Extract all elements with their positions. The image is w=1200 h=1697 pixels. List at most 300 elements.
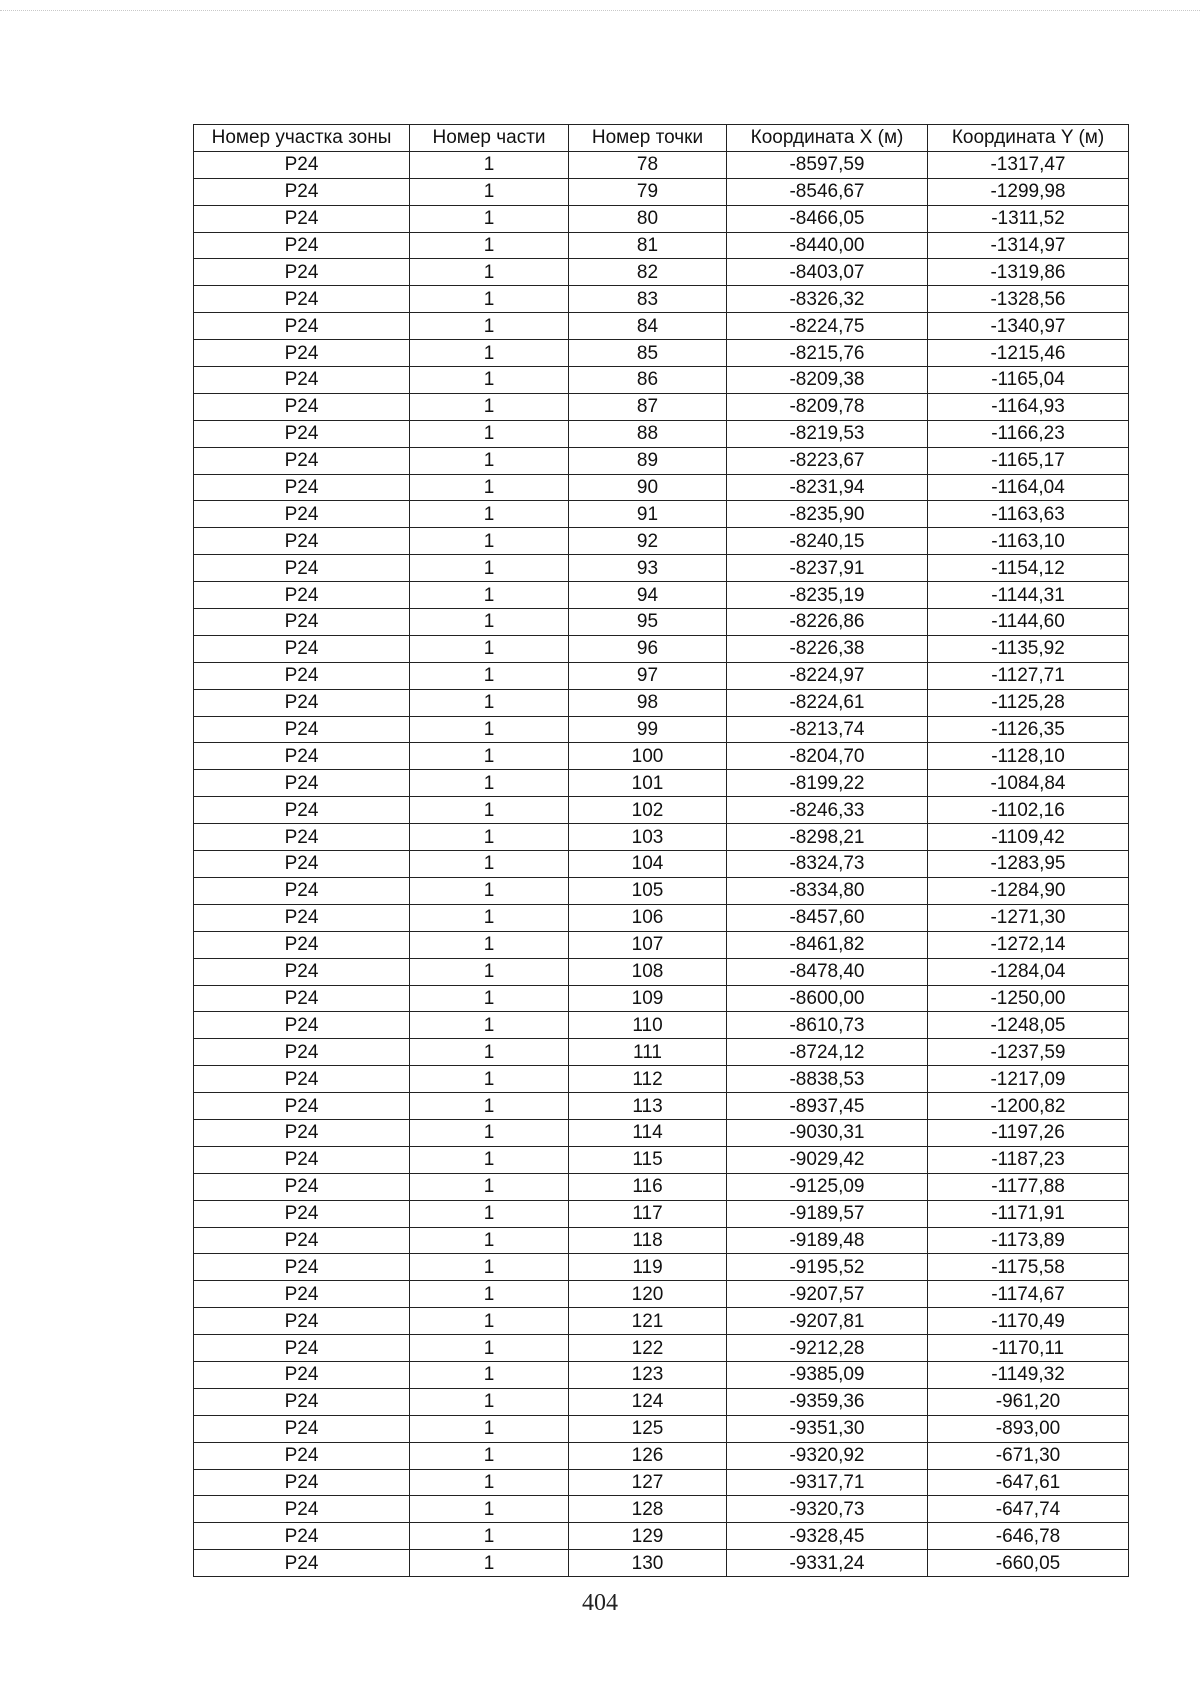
part-number-cell: 1 — [410, 205, 569, 232]
part-number-cell: 1 — [410, 1119, 569, 1146]
point-number-cell: 97 — [569, 662, 727, 689]
part-number-cell: 1 — [410, 635, 569, 662]
coordinate-x-cell: -9328,45 — [727, 1523, 928, 1550]
zone-plot-cell: P24 — [194, 367, 410, 394]
coordinate-y-cell: -1283,95 — [928, 851, 1129, 878]
zone-plot-cell: P24 — [194, 259, 410, 286]
table-row — [194, 824, 1129, 851]
zone-plot-cell: P24 — [194, 447, 410, 474]
coordinate-x-cell: -9320,73 — [727, 1496, 928, 1523]
coordinate-y-cell: -1126,35 — [928, 716, 1129, 743]
coordinate-y-cell: -1340,97 — [928, 313, 1129, 340]
zone-plot-cell: P24 — [194, 1039, 410, 1066]
zone-plot-cell: P24 — [194, 1012, 410, 1039]
table-row — [194, 743, 1129, 770]
coordinate-y-cell: -1154,12 — [928, 555, 1129, 582]
part-number-cell: 1 — [410, 1146, 569, 1173]
part-number-cell: 1 — [410, 1039, 569, 1066]
part-number-cell: 1 — [410, 393, 569, 420]
part-number-cell: 1 — [410, 1361, 569, 1388]
scan-top-edge — [0, 10, 1200, 11]
zone-plot-cell: P24 — [194, 851, 410, 878]
point-number-cell: 120 — [569, 1281, 727, 1308]
coordinate-y-cell: -1272,14 — [928, 931, 1129, 958]
table-row — [194, 367, 1129, 394]
point-number-cell: 112 — [569, 1066, 727, 1093]
point-number-cell: 103 — [569, 824, 727, 851]
table-row — [194, 528, 1129, 555]
zone-plot-cell: P24 — [194, 1119, 410, 1146]
zone-plot-cell: P24 — [194, 797, 410, 824]
coordinate-x-cell: -8224,75 — [727, 313, 928, 340]
zone-plot-cell: P24 — [194, 528, 410, 555]
coordinate-y-cell: -1217,09 — [928, 1066, 1129, 1093]
coordinate-y-cell: -1215,46 — [928, 340, 1129, 367]
coordinate-x-cell: -8209,78 — [727, 393, 928, 420]
coordinate-y-cell: -1197,26 — [928, 1119, 1129, 1146]
coordinate-x-cell: -8324,73 — [727, 851, 928, 878]
zone-plot-cell: P24 — [194, 205, 410, 232]
zone-plot-cell: P24 — [194, 1550, 410, 1577]
coordinate-x-cell: -8237,91 — [727, 555, 928, 582]
part-number-cell: 1 — [410, 528, 569, 555]
point-number-cell: 100 — [569, 743, 727, 770]
zone-plot-cell: P24 — [194, 555, 410, 582]
coordinate-x-cell: -9351,30 — [727, 1415, 928, 1442]
part-number-cell: 1 — [410, 151, 569, 178]
point-number-cell: 106 — [569, 904, 727, 931]
coordinate-x-cell: -8838,53 — [727, 1066, 928, 1093]
coordinate-x-cell: -9125,09 — [727, 1173, 928, 1200]
header-zone-plot-number: Номер участка зоны — [194, 125, 410, 152]
zone-plot-cell: P24 — [194, 1146, 410, 1173]
coordinate-x-cell: -8461,82 — [727, 931, 928, 958]
table-row — [194, 797, 1129, 824]
zone-plot-cell: P24 — [194, 1469, 410, 1496]
zone-plot-cell: P24 — [194, 958, 410, 985]
point-number-cell: 102 — [569, 797, 727, 824]
part-number-cell: 1 — [410, 447, 569, 474]
point-number-cell: 116 — [569, 1173, 727, 1200]
header-coordinate-y: Координата Y (м) — [928, 125, 1129, 152]
coordinate-x-cell: -8240,15 — [727, 528, 928, 555]
zone-plot-cell: P24 — [194, 1442, 410, 1469]
coordinate-x-cell: -8226,38 — [727, 635, 928, 662]
zone-plot-cell: P24 — [194, 501, 410, 528]
part-number-cell: 1 — [410, 1496, 569, 1523]
point-number-cell: 91 — [569, 501, 727, 528]
coordinate-y-cell: -1128,10 — [928, 743, 1129, 770]
coordinate-y-cell: -647,74 — [928, 1496, 1129, 1523]
table-row — [194, 689, 1129, 716]
point-number-cell: 79 — [569, 178, 727, 205]
point-number-cell: 101 — [569, 770, 727, 797]
coordinate-y-cell: -1284,04 — [928, 958, 1129, 985]
table-row — [194, 1039, 1129, 1066]
zone-plot-cell: P24 — [194, 985, 410, 1012]
zone-plot-cell: P24 — [194, 151, 410, 178]
coordinate-y-cell: -1149,32 — [928, 1361, 1129, 1388]
coordinate-x-cell: -8326,32 — [727, 286, 928, 313]
point-number-cell: 124 — [569, 1388, 727, 1415]
coordinate-x-cell: -8235,90 — [727, 501, 928, 528]
table-row — [194, 716, 1129, 743]
coordinate-y-cell: -1171,91 — [928, 1200, 1129, 1227]
point-number-cell: 130 — [569, 1550, 727, 1577]
table-row — [194, 1173, 1129, 1200]
point-number-cell: 98 — [569, 689, 727, 716]
point-number-cell: 129 — [569, 1523, 727, 1550]
table-row — [194, 1415, 1129, 1442]
part-number-cell: 1 — [410, 1550, 569, 1577]
point-number-cell: 107 — [569, 931, 727, 958]
point-number-cell: 122 — [569, 1335, 727, 1362]
coordinate-y-cell: -1135,92 — [928, 635, 1129, 662]
coordinate-x-cell: -8204,70 — [727, 743, 928, 770]
part-number-cell: 1 — [410, 1335, 569, 1362]
zone-plot-cell: P24 — [194, 1227, 410, 1254]
part-number-cell: 1 — [410, 420, 569, 447]
point-number-cell: 105 — [569, 877, 727, 904]
table-row — [194, 474, 1129, 501]
table-row — [194, 904, 1129, 931]
header-coordinate-x: Координата X (м) — [727, 125, 928, 152]
coordinate-x-cell: -8224,97 — [727, 662, 928, 689]
zone-plot-cell: P24 — [194, 1496, 410, 1523]
table-row — [194, 582, 1129, 609]
point-number-cell: 110 — [569, 1012, 727, 1039]
point-number-cell: 93 — [569, 555, 727, 582]
coordinate-x-cell: -9331,24 — [727, 1550, 928, 1577]
zone-plot-cell: P24 — [194, 1335, 410, 1362]
coordinate-y-cell: -1165,17 — [928, 447, 1129, 474]
part-number-cell: 1 — [410, 716, 569, 743]
table-row — [194, 447, 1129, 474]
coordinate-y-cell: -1144,31 — [928, 582, 1129, 609]
coordinate-y-cell: -671,30 — [928, 1442, 1129, 1469]
zone-plot-cell: P24 — [194, 1200, 410, 1227]
point-number-cell: 83 — [569, 286, 727, 313]
header-point-number: Номер точки — [569, 125, 727, 152]
part-number-cell: 1 — [410, 259, 569, 286]
zone-plot-cell: P24 — [194, 1254, 410, 1281]
coordinate-y-cell: -1170,49 — [928, 1308, 1129, 1335]
part-number-cell: 1 — [410, 958, 569, 985]
table-row — [194, 501, 1129, 528]
coordinate-y-cell: -1144,60 — [928, 609, 1129, 636]
coordinate-x-cell: -8199,22 — [727, 770, 928, 797]
table-row — [194, 1119, 1129, 1146]
coordinate-y-cell: -1299,98 — [928, 178, 1129, 205]
zone-plot-cell: P24 — [194, 1093, 410, 1120]
zone-plot-cell: P24 — [194, 770, 410, 797]
part-number-cell: 1 — [410, 851, 569, 878]
coordinate-x-cell: -8724,12 — [727, 1039, 928, 1066]
point-number-cell: 94 — [569, 582, 727, 609]
table-row — [194, 340, 1129, 367]
point-number-cell: 88 — [569, 420, 727, 447]
table-row — [194, 1335, 1129, 1362]
part-number-cell: 1 — [410, 178, 569, 205]
table-row — [194, 851, 1129, 878]
part-number-cell: 1 — [410, 1442, 569, 1469]
table-row — [194, 178, 1129, 205]
coordinate-y-cell: -1271,30 — [928, 904, 1129, 931]
coordinate-x-cell: -8457,60 — [727, 904, 928, 931]
table-row — [194, 958, 1129, 985]
table-row — [194, 420, 1129, 447]
coordinate-x-cell: -9189,57 — [727, 1200, 928, 1227]
header-part-number: Номер части — [410, 125, 569, 152]
coordinate-x-cell: -8466,05 — [727, 205, 928, 232]
point-number-cell: 113 — [569, 1093, 727, 1120]
coordinate-y-cell: -961,20 — [928, 1388, 1129, 1415]
table-row — [194, 877, 1129, 904]
point-number-cell: 117 — [569, 1200, 727, 1227]
table-body — [194, 151, 1129, 1576]
coordinate-x-cell: -8403,07 — [727, 259, 928, 286]
zone-plot-cell: P24 — [194, 1415, 410, 1442]
part-number-cell: 1 — [410, 770, 569, 797]
zone-plot-cell: P24 — [194, 313, 410, 340]
zone-plot-cell: P24 — [194, 1361, 410, 1388]
coordinate-x-cell: -8298,21 — [727, 824, 928, 851]
table-row — [194, 1281, 1129, 1308]
table-row — [194, 393, 1129, 420]
coordinate-y-cell: -1166,23 — [928, 420, 1129, 447]
coordinate-y-cell: -1102,16 — [928, 797, 1129, 824]
coordinate-x-cell: -9195,52 — [727, 1254, 928, 1281]
table-row — [194, 1388, 1129, 1415]
zone-plot-cell: P24 — [194, 286, 410, 313]
table-row — [194, 151, 1129, 178]
table-row — [194, 555, 1129, 582]
zone-plot-cell: P24 — [194, 662, 410, 689]
coordinate-y-cell: -1237,59 — [928, 1039, 1129, 1066]
coordinate-x-cell: -9207,57 — [727, 1281, 928, 1308]
point-number-cell: 86 — [569, 367, 727, 394]
point-number-cell: 92 — [569, 528, 727, 555]
point-number-cell: 80 — [569, 205, 727, 232]
part-number-cell: 1 — [410, 474, 569, 501]
part-number-cell: 1 — [410, 1388, 569, 1415]
coordinate-y-cell: -1187,23 — [928, 1146, 1129, 1173]
table-row — [194, 1146, 1129, 1173]
table-row — [194, 609, 1129, 636]
zone-plot-cell: P24 — [194, 635, 410, 662]
zone-plot-cell: P24 — [194, 1308, 410, 1335]
point-number-cell: 84 — [569, 313, 727, 340]
point-number-cell: 114 — [569, 1119, 727, 1146]
part-number-cell: 1 — [410, 1308, 569, 1335]
part-number-cell: 1 — [410, 313, 569, 340]
coordinate-x-cell: -9029,42 — [727, 1146, 928, 1173]
coordinate-x-cell: -8478,40 — [727, 958, 928, 985]
part-number-cell: 1 — [410, 904, 569, 931]
part-number-cell: 1 — [410, 1469, 569, 1496]
table-row — [194, 1550, 1129, 1577]
table-row — [194, 1523, 1129, 1550]
zone-plot-cell: P24 — [194, 689, 410, 716]
zone-plot-cell: P24 — [194, 931, 410, 958]
point-number-cell: 119 — [569, 1254, 727, 1281]
table-row — [194, 313, 1129, 340]
part-number-cell: 1 — [410, 1200, 569, 1227]
part-number-cell: 1 — [410, 931, 569, 958]
coordinate-y-cell: -1164,93 — [928, 393, 1129, 420]
part-number-cell: 1 — [410, 1227, 569, 1254]
coordinate-x-cell: -8246,33 — [727, 797, 928, 824]
coordinate-y-cell: -1177,88 — [928, 1173, 1129, 1200]
coordinate-x-cell: -8223,67 — [727, 447, 928, 474]
coordinate-x-cell: -8610,73 — [727, 1012, 928, 1039]
table-row — [194, 286, 1129, 313]
zone-plot-cell: P24 — [194, 178, 410, 205]
point-number-cell: 87 — [569, 393, 727, 420]
zone-plot-cell: P24 — [194, 340, 410, 367]
part-number-cell: 1 — [410, 1173, 569, 1200]
zone-plot-cell: P24 — [194, 474, 410, 501]
coordinate-x-cell: -9385,09 — [727, 1361, 928, 1388]
part-number-cell: 1 — [410, 877, 569, 904]
point-number-cell: 95 — [569, 609, 727, 636]
table-row — [194, 1066, 1129, 1093]
part-number-cell: 1 — [410, 340, 569, 367]
coordinate-x-cell: -8597,59 — [727, 151, 928, 178]
page-number: 404 — [582, 1590, 618, 1616]
zone-plot-cell: P24 — [194, 582, 410, 609]
part-number-cell: 1 — [410, 1523, 569, 1550]
point-number-cell: 115 — [569, 1146, 727, 1173]
coordinate-x-cell: -9030,31 — [727, 1119, 928, 1146]
part-number-cell: 1 — [410, 824, 569, 851]
coordinate-x-cell: -9212,28 — [727, 1335, 928, 1362]
part-number-cell: 1 — [410, 1415, 569, 1442]
table-row — [194, 1012, 1129, 1039]
coordinate-x-cell: -8334,80 — [727, 877, 928, 904]
part-number-cell: 1 — [410, 689, 569, 716]
zone-plot-cell: P24 — [194, 743, 410, 770]
coordinate-x-cell: -8209,38 — [727, 367, 928, 394]
coordinate-y-cell: -1173,89 — [928, 1227, 1129, 1254]
table-row — [194, 1361, 1129, 1388]
point-number-cell: 123 — [569, 1361, 727, 1388]
coordinate-y-cell: -1165,04 — [928, 367, 1129, 394]
coordinate-y-cell: -1311,52 — [928, 205, 1129, 232]
coordinate-x-cell: -9189,48 — [727, 1227, 928, 1254]
point-number-cell: 111 — [569, 1039, 727, 1066]
coordinate-y-cell: -1127,71 — [928, 662, 1129, 689]
point-number-cell: 85 — [569, 340, 727, 367]
point-number-cell: 104 — [569, 851, 727, 878]
table-row — [194, 1496, 1129, 1523]
zone-plot-cell: P24 — [194, 1388, 410, 1415]
coordinate-x-cell: -8219,53 — [727, 420, 928, 447]
coordinate-x-cell: -8215,76 — [727, 340, 928, 367]
coordinate-x-cell: -8213,74 — [727, 716, 928, 743]
coordinate-y-cell: -1163,10 — [928, 528, 1129, 555]
part-number-cell: 1 — [410, 1066, 569, 1093]
part-number-cell: 1 — [410, 662, 569, 689]
coordinate-y-cell: -1175,58 — [928, 1254, 1129, 1281]
point-number-cell: 90 — [569, 474, 727, 501]
coordinate-x-cell: -8226,86 — [727, 609, 928, 636]
point-number-cell: 99 — [569, 716, 727, 743]
coordinate-y-cell: -1125,28 — [928, 689, 1129, 716]
table-header-row — [194, 125, 1129, 152]
point-number-cell: 109 — [569, 985, 727, 1012]
coordinate-y-cell: -1284,90 — [928, 877, 1129, 904]
coordinate-y-cell: -1248,05 — [928, 1012, 1129, 1039]
part-number-cell: 1 — [410, 743, 569, 770]
coordinate-x-cell: -8546,67 — [727, 178, 928, 205]
table-row — [194, 259, 1129, 286]
coordinate-y-cell: -1174,67 — [928, 1281, 1129, 1308]
coordinate-y-cell: -1109,42 — [928, 824, 1129, 851]
coordinate-x-cell: -8235,19 — [727, 582, 928, 609]
table-row — [194, 1469, 1129, 1496]
zone-plot-cell: P24 — [194, 1523, 410, 1550]
table-row — [194, 1200, 1129, 1227]
table-row — [194, 662, 1129, 689]
coordinate-y-cell: -660,05 — [928, 1550, 1129, 1577]
table-row — [194, 1254, 1129, 1281]
table-row — [194, 232, 1129, 259]
point-number-cell: 89 — [569, 447, 727, 474]
point-number-cell: 81 — [569, 232, 727, 259]
zone-plot-cell: P24 — [194, 232, 410, 259]
coordinate-y-cell: -1314,97 — [928, 232, 1129, 259]
coordinate-x-cell: -8224,61 — [727, 689, 928, 716]
zone-plot-cell: P24 — [194, 877, 410, 904]
table-row — [194, 1308, 1129, 1335]
coordinate-x-cell: -9207,81 — [727, 1308, 928, 1335]
coordinate-y-cell: -1328,56 — [928, 286, 1129, 313]
part-number-cell: 1 — [410, 1281, 569, 1308]
part-number-cell: 1 — [410, 582, 569, 609]
point-number-cell: 96 — [569, 635, 727, 662]
coordinate-y-cell: -1317,47 — [928, 151, 1129, 178]
coordinate-y-cell: -1319,86 — [928, 259, 1129, 286]
part-number-cell: 1 — [410, 985, 569, 1012]
coordinate-y-cell: -1164,04 — [928, 474, 1129, 501]
part-number-cell: 1 — [410, 797, 569, 824]
zone-plot-cell: P24 — [194, 1066, 410, 1093]
coordinate-y-cell: -1170,11 — [928, 1335, 1129, 1362]
zone-plot-cell: P24 — [194, 716, 410, 743]
coordinate-x-cell: -9320,92 — [727, 1442, 928, 1469]
point-number-cell: 108 — [569, 958, 727, 985]
coordinate-y-cell: -893,00 — [928, 1415, 1129, 1442]
zone-plot-cell: P24 — [194, 393, 410, 420]
zone-plot-cell: P24 — [194, 420, 410, 447]
table-row — [194, 1442, 1129, 1469]
zone-plot-cell: P24 — [194, 609, 410, 636]
point-number-cell: 78 — [569, 151, 727, 178]
table-row — [194, 635, 1129, 662]
zone-plot-cell: P24 — [194, 824, 410, 851]
point-number-cell: 121 — [569, 1308, 727, 1335]
coordinate-x-cell: -8440,00 — [727, 232, 928, 259]
coordinate-x-cell: -8937,45 — [727, 1093, 928, 1120]
coordinate-x-cell: -9359,36 — [727, 1388, 928, 1415]
coordinate-y-cell: -1084,84 — [928, 770, 1129, 797]
point-number-cell: 118 — [569, 1227, 727, 1254]
part-number-cell: 1 — [410, 367, 569, 394]
point-number-cell: 126 — [569, 1442, 727, 1469]
coordinate-x-cell: -9317,71 — [727, 1469, 928, 1496]
coordinate-y-cell: -1163,63 — [928, 501, 1129, 528]
